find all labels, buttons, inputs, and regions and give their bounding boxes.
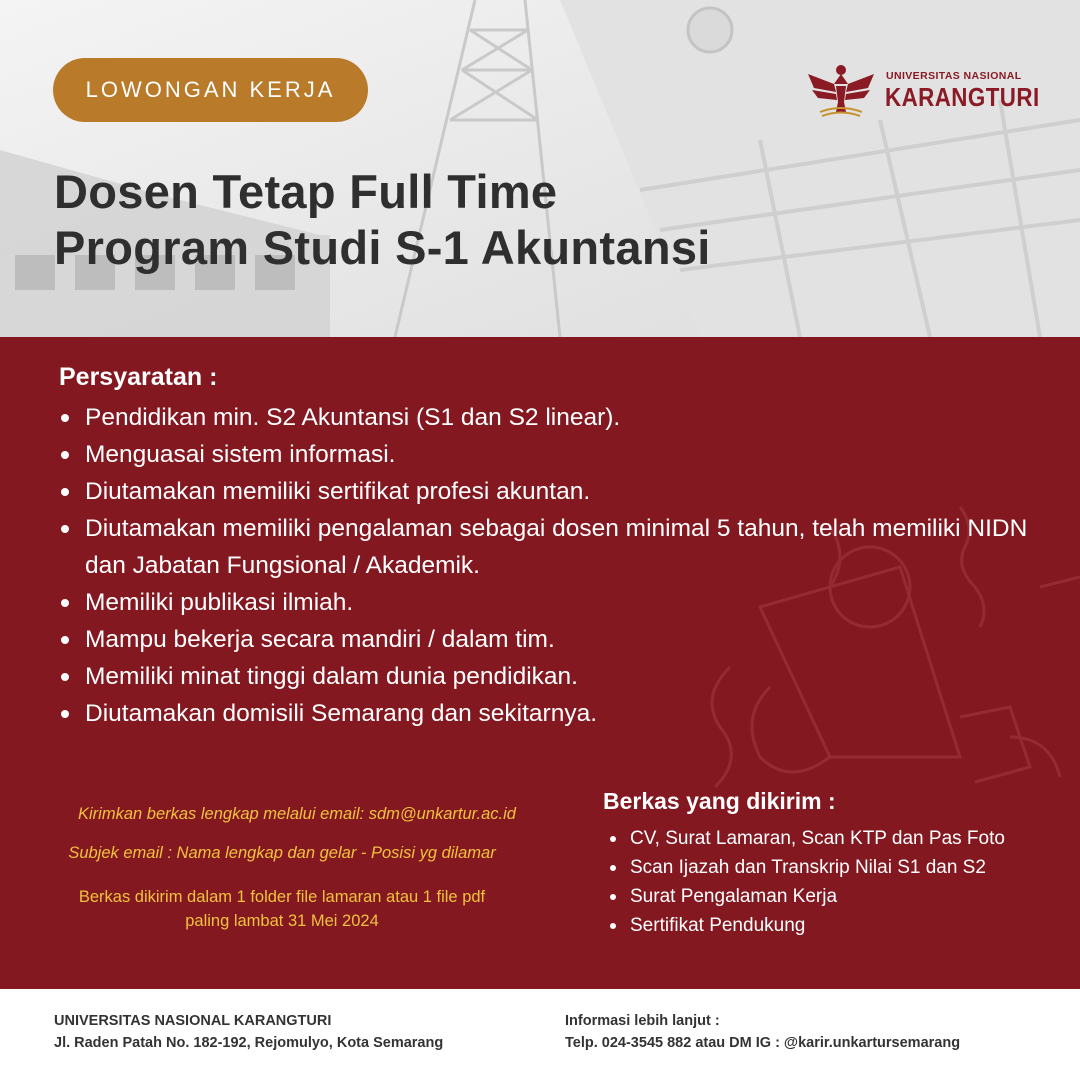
deadline-line1: Berkas dikirim dalam 1 folder file lamaran atau 1 file pdf	[78, 888, 486, 906]
content-panel	[0, 337, 1080, 989]
footer-contact-block	[565, 1010, 960, 1054]
list-item: Scan Ijazah dan Transkrip Nilai S1 dan S2	[608, 853, 1005, 882]
footer-org-name: UNIVERSITAS NASIONAL KARANGTURI	[54, 1013, 332, 1029]
list-item: Surat Pengalaman Kerja	[608, 882, 1005, 911]
list-item: Diutamakan domisili Semarang dan sekitarnya.	[59, 695, 1049, 732]
logo-text-line2: KARANGTURI	[885, 82, 1040, 112]
list-item: Menguasai sistem informasi.	[59, 436, 1049, 473]
list-item: Memiliki minat tinggi dalam dunia pendidikan.	[59, 658, 1049, 695]
job-title-line2: Program Studi S-1 Akuntansi	[54, 221, 711, 274]
list-item: Memiliki publikasi ilmiah.	[59, 584, 1049, 621]
eagle-logo-icon	[806, 62, 876, 120]
job-vacancy-badge: LOWONGAN KERJA	[53, 58, 368, 122]
list-item: CV, Surat Lamaran, Scan KTP dan Pas Foto	[608, 824, 1005, 853]
deadline-line2: paling lambat 31 Mei 2024	[185, 912, 379, 930]
footer-info-label: Informasi lebih lanjut :	[565, 1013, 720, 1029]
submission-deadline-text	[22, 885, 542, 933]
job-title-line1: Dosen Tetap Full Time	[54, 165, 558, 218]
header-photo-area	[0, 0, 1080, 337]
logo-text-line1: UNIVERSITAS NASIONAL	[886, 70, 1022, 82]
documents-heading: Berkas yang dikirim :	[603, 788, 836, 814]
documents-list	[608, 824, 1005, 940]
list-item: Diutamakan memiliki sertifikat profesi akuntan.	[59, 473, 1049, 510]
footer-contact: Telp. 024-3545 882 atau DM IG : @karir.unkartursemarang	[565, 1035, 961, 1051]
requirements-list	[59, 399, 1049, 732]
footer-address-block	[54, 1010, 443, 1054]
footer-address: Jl. Raden Patah No. 182-192, Rejomulyo, Kota Semarang	[54, 1035, 444, 1051]
submission-subject-text: Subjek email : Nama lengkap dan gelar - Posisi yg dilamar	[68, 844, 496, 862]
footer	[0, 989, 1080, 1080]
list-item: Sertifikat Pendukung	[608, 911, 1005, 940]
submission-email-text: Kirimkan berkas lengkap melalui email: sdm@unkartur.ac.id	[78, 805, 516, 823]
list-item: Diutamakan memiliki pengalaman sebagai dosen minimal 5 tahun, telah memiliki NIDN dan Jabatan Fungsional / Akademik.	[59, 510, 1049, 584]
job-title	[54, 164, 711, 276]
list-item: Mampu bekerja secara mandiri / dalam tim.	[59, 621, 1049, 658]
list-item: Pendidikan min. S2 Akuntansi (S1 dan S2 linear).	[59, 399, 1049, 436]
requirements-heading: Persyaratan :	[59, 363, 218, 391]
university-logo	[806, 62, 1040, 120]
